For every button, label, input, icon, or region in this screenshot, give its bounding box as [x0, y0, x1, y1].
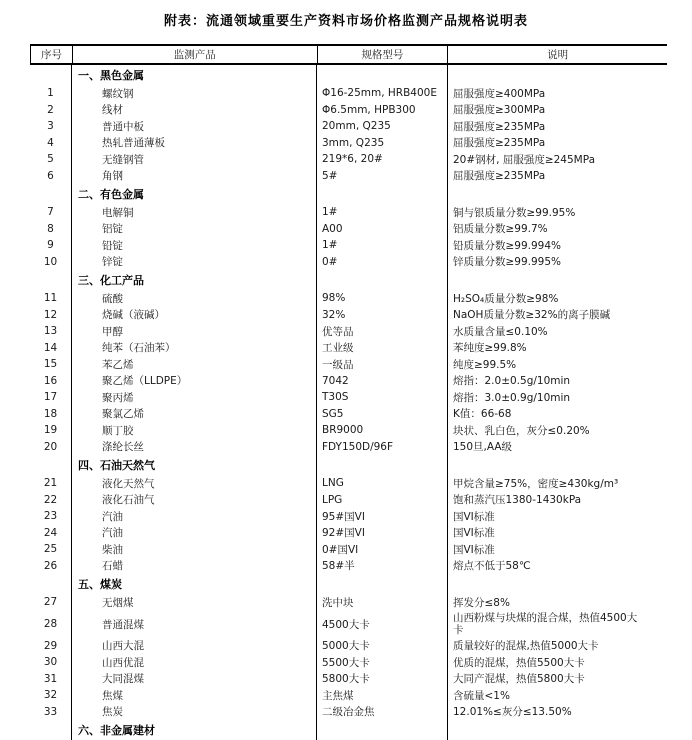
product-cell: 热轧普通薄板 — [72, 135, 317, 152]
product-cell: 角钢 — [72, 168, 317, 185]
spec-cell: 5500大卡 — [317, 654, 448, 671]
spec-cell: 92#国VI — [317, 525, 448, 542]
table-row — [30, 704, 667, 721]
desc-cell: 甲烷含量≥75%，密度≥430kg/m³ — [453, 477, 619, 490]
product-cell: 顺丁胶 — [72, 422, 317, 439]
product-cell: 焦炭 — [72, 704, 317, 721]
desc-cell: 铜与银质量分数≥99.95% — [453, 206, 576, 219]
desc-cell — [448, 184, 667, 204]
spec-cell: 主焦煤 — [317, 687, 448, 704]
row-number-cell — [30, 574, 72, 594]
table-row — [30, 307, 667, 324]
spec-cell: 优等品 — [317, 323, 448, 340]
desc-cell: 国VI标准 — [453, 510, 495, 523]
spec-cell: 洗中块 — [317, 594, 448, 611]
table-row — [30, 525, 667, 542]
row-number-cell: 7 — [30, 204, 72, 221]
spec-cell: 二级冶金焦 — [317, 704, 448, 721]
product-cell: 普通混煤 — [72, 611, 317, 638]
page-title: 附表：流通领域重要生产资料市场价格监测产品规格说明表 — [163, 14, 528, 29]
spec-cell: 95#国VI — [317, 508, 448, 525]
row-number-cell: 4 — [30, 135, 72, 152]
spec-cell — [317, 270, 448, 290]
spec-table — [30, 44, 667, 740]
spec-cell — [317, 184, 448, 204]
table-row — [30, 373, 667, 390]
spec-cell: 98% — [317, 290, 448, 307]
table-row — [30, 102, 667, 119]
category-row — [30, 65, 667, 85]
row-number-cell — [30, 270, 72, 290]
row-number-cell: 27 — [30, 594, 72, 611]
row-number-cell: 29 — [30, 638, 72, 655]
desc-cell: 屈服强度≥235MPa — [453, 170, 546, 183]
product-cell: 烧碱（液碱） — [72, 307, 317, 324]
table-row — [30, 611, 667, 638]
product-cell: 苯乙烯 — [72, 356, 317, 373]
product-cell: 焦煤 — [72, 687, 317, 704]
row-number-cell: 8 — [30, 221, 72, 238]
desc-cell: 屈服强度≥300MPa — [453, 104, 546, 117]
product-cell: 山西优混 — [72, 654, 317, 671]
spec-cell: FDY150D/96F — [317, 439, 448, 456]
table-row — [30, 406, 667, 423]
spec-cell: Φ16-25mm, HRB400E — [317, 85, 448, 102]
table-row — [30, 654, 667, 671]
spec-cell: 1# — [317, 204, 448, 221]
row-number-cell: 13 — [30, 323, 72, 340]
table-row — [30, 204, 667, 221]
spec-cell: A00 — [317, 221, 448, 238]
desc-cell: 屈服强度≥235MPa — [453, 120, 546, 133]
desc-cell: 饱和蒸汽压1380-1430kPa — [453, 494, 582, 507]
product-cell: 柴油 — [72, 541, 317, 558]
product-cell: 液化石油气 — [72, 492, 317, 509]
row-number-cell: 2 — [30, 102, 72, 119]
table-row — [30, 508, 667, 525]
spec-cell: LNG — [317, 475, 448, 492]
row-number-cell: 26 — [30, 558, 72, 575]
spec-cell: 0#国VI — [317, 541, 448, 558]
table-row — [30, 492, 667, 509]
desc-cell: 苯纯度≥99.8% — [453, 342, 527, 355]
category-row — [30, 574, 667, 594]
table-row — [30, 671, 667, 688]
spec-cell: Φ6.5mm, HPB300 — [317, 102, 448, 119]
table-row — [30, 323, 667, 340]
desc-cell: 12.01%≤灰分≤13.50% — [453, 706, 572, 719]
row-number-cell: 1 — [30, 85, 72, 102]
product-cell: 锌锭 — [72, 254, 317, 271]
category-label: 二、有色金属 — [72, 184, 317, 204]
product-cell: 电解铜 — [72, 204, 317, 221]
spec-cell: 5000大卡 — [317, 638, 448, 655]
table-row — [30, 638, 667, 655]
header-desc: 说明 — [547, 49, 569, 61]
category-row — [30, 455, 667, 475]
category-label: 六、非金属建材 — [72, 720, 317, 740]
row-number-cell: 16 — [30, 373, 72, 390]
row-number-cell: 12 — [30, 307, 72, 324]
category-label: 四、石油天然气 — [72, 455, 317, 475]
product-cell: 线材 — [72, 102, 317, 119]
row-number-cell: 19 — [30, 422, 72, 439]
row-number-cell: 23 — [30, 508, 72, 525]
row-number-cell: 33 — [30, 704, 72, 721]
desc-cell: 熔指：2.0±0.5g/10min — [453, 375, 571, 388]
desc-cell: 水质量含量≤0.10% — [453, 325, 548, 338]
spec-cell: SG5 — [317, 406, 448, 423]
product-cell: 汽油 — [72, 525, 317, 542]
product-cell: 液化天然气 — [72, 475, 317, 492]
row-number-cell: 30 — [30, 654, 72, 671]
table-row — [30, 687, 667, 704]
category-label: 一、黑色金属 — [72, 65, 317, 85]
row-number-cell: 25 — [30, 541, 72, 558]
desc-cell: 质量较好的混煤,热值5000大卡 — [453, 640, 599, 653]
table-header-row — [30, 46, 667, 65]
table-row — [30, 118, 667, 135]
desc-cell: 铝质量分数≥99.7% — [453, 223, 548, 236]
row-number-cell: 18 — [30, 406, 72, 423]
desc-cell: 块状、乳白色，灰分≤0.20% — [453, 424, 590, 437]
desc-cell: K值：66-68 — [453, 408, 512, 421]
row-number-cell: 24 — [30, 525, 72, 542]
product-cell: 纯苯（石油苯） — [72, 340, 317, 357]
spec-cell: 工业级 — [317, 340, 448, 357]
row-number-cell: 5 — [30, 151, 72, 168]
desc-cell: 屈服强度≥235MPa — [453, 137, 546, 150]
table-row — [30, 151, 667, 168]
table-row — [30, 422, 667, 439]
category-label: 五、煤炭 — [72, 574, 317, 594]
row-number-cell — [30, 65, 72, 85]
row-number-cell — [30, 720, 72, 740]
row-number-cell: 22 — [30, 492, 72, 509]
desc-cell: 150旦,AA级 — [453, 441, 513, 454]
product-cell: 石蜡 — [72, 558, 317, 575]
row-number-cell: 11 — [30, 290, 72, 307]
product-cell: 无烟煤 — [72, 594, 317, 611]
product-cell: 聚丙烯 — [72, 389, 317, 406]
product-cell: 铅锭 — [72, 237, 317, 254]
spec-cell — [317, 720, 448, 740]
table-row — [30, 340, 667, 357]
product-cell: 汽油 — [72, 508, 317, 525]
table-row — [30, 135, 667, 152]
desc-cell: 大同产混煤，热值5800大卡 — [453, 673, 585, 686]
desc-cell: 熔点不低于58℃ — [453, 560, 531, 573]
category-row — [30, 720, 667, 740]
row-number-cell: 31 — [30, 671, 72, 688]
product-cell: 普通中板 — [72, 118, 317, 135]
desc-cell — [448, 720, 667, 740]
row-number-cell: 20 — [30, 439, 72, 456]
product-cell: 螺纹钢 — [72, 85, 317, 102]
desc-cell: 挥发分≤8% — [453, 596, 510, 609]
spec-cell: 5800大卡 — [317, 671, 448, 688]
product-cell: 甲醇 — [72, 323, 317, 340]
spec-table-body — [30, 65, 667, 740]
table-row — [30, 168, 667, 185]
spec-cell — [317, 574, 448, 594]
spec-cell: LPG — [317, 492, 448, 509]
spec-cell: 3mm, Q235 — [317, 135, 448, 152]
spec-cell: 0# — [317, 254, 448, 271]
desc-cell — [448, 65, 667, 85]
desc-cell — [448, 270, 667, 290]
row-number-cell: 17 — [30, 389, 72, 406]
product-cell: 涤纶长丝 — [72, 439, 317, 456]
table-row — [30, 475, 667, 492]
product-cell: 聚乙烯（LLDPE） — [72, 373, 317, 390]
spec-cell: 1# — [317, 237, 448, 254]
table-row — [30, 221, 667, 238]
spec-cell: 58#半 — [317, 558, 448, 575]
desc-cell: NaOH质量分数≥32%的离子膜碱 — [453, 309, 611, 322]
spec-cell: 32% — [317, 307, 448, 324]
desc-cell: H₂SO₄质量分数≥98% — [453, 292, 559, 305]
category-label: 三、化工产品 — [72, 270, 317, 290]
table-row — [30, 85, 667, 102]
desc-cell: 国VI标准 — [453, 527, 495, 540]
table-row — [30, 439, 667, 456]
desc-cell: 屈服强度≥400MPa — [453, 87, 546, 100]
row-number-cell: 14 — [30, 340, 72, 357]
spec-cell: 219*6, 20# — [317, 151, 448, 168]
table-row — [30, 254, 667, 271]
product-cell: 聚氯乙烯 — [72, 406, 317, 423]
row-number-cell: 10 — [30, 254, 72, 271]
desc-cell: 优质的混煤，热值5500大卡 — [453, 656, 585, 669]
spec-cell: BR9000 — [317, 422, 448, 439]
row-number-cell: 3 — [30, 118, 72, 135]
desc-cell: 熔指：3.0±0.9g/10min — [453, 391, 571, 404]
desc-cell: 锌质量分数≥99.995% — [453, 256, 562, 269]
row-number-cell: 9 — [30, 237, 72, 254]
spec-cell: 7042 — [317, 373, 448, 390]
spec-cell: 一级品 — [317, 356, 448, 373]
row-number-cell — [30, 184, 72, 204]
spec-cell: T30S — [317, 389, 448, 406]
table-row — [30, 558, 667, 575]
row-number-cell: 15 — [30, 356, 72, 373]
desc-cell: 20#钢材, 屈服强度≥245MPa — [453, 153, 596, 166]
product-cell: 硫酸 — [72, 290, 317, 307]
spec-cell: 20mm, Q235 — [317, 118, 448, 135]
desc-cell: 山西粉煤与块煤的混合煤，热值4500大卡 — [453, 611, 638, 636]
spec-cell — [317, 65, 448, 85]
desc-cell: 含硫量<1% — [453, 689, 510, 702]
header-number: 序号 — [31, 46, 73, 63]
spec-cell: 4500大卡 — [317, 611, 448, 638]
header-spec: 规格型号 — [318, 46, 449, 63]
table-row — [30, 356, 667, 373]
desc-cell — [448, 574, 667, 594]
spec-cell: 5# — [317, 168, 448, 185]
table-row — [30, 290, 667, 307]
row-number-cell: 6 — [30, 168, 72, 185]
desc-cell: 国VI标准 — [453, 543, 495, 556]
product-cell: 铝锭 — [72, 221, 317, 238]
table-row — [30, 237, 667, 254]
category-row — [30, 270, 667, 290]
table-row — [30, 389, 667, 406]
product-cell: 无缝钢管 — [72, 151, 317, 168]
spec-cell — [317, 455, 448, 475]
desc-cell: 铅质量分数≥99.994% — [453, 239, 562, 252]
row-number-cell — [30, 455, 72, 475]
row-number-cell: 21 — [30, 475, 72, 492]
desc-cell: 纯度≥99.5% — [453, 358, 517, 371]
category-row — [30, 184, 667, 204]
desc-cell — [448, 455, 667, 475]
product-cell: 大同混煤 — [72, 671, 317, 688]
row-number-cell: 28 — [30, 611, 72, 638]
table-row — [30, 541, 667, 558]
product-cell: 山西大混 — [72, 638, 317, 655]
table-row — [30, 594, 667, 611]
row-number-cell: 32 — [30, 687, 72, 704]
header-product: 监测产品 — [73, 46, 318, 63]
